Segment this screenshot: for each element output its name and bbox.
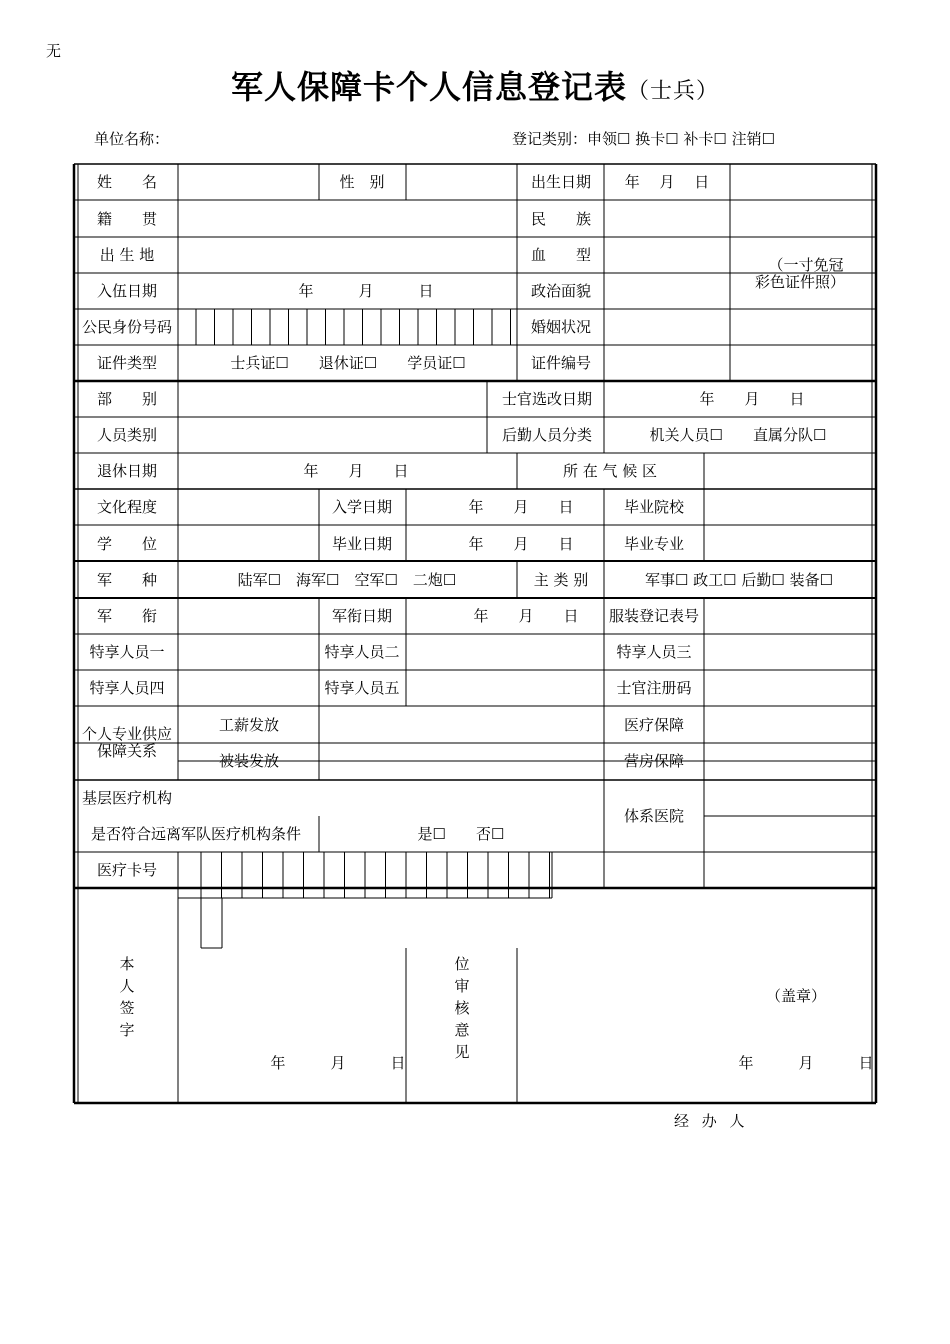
label-rank: 军 衔	[96, 607, 158, 625]
label-political-status: 政治面貌	[530, 282, 592, 300]
label-climate-zone: 所 在 气 候 区	[562, 462, 658, 480]
graduate-date-field[interactable]: 年 月 日	[468, 535, 574, 553]
label-education: 文化程度	[96, 498, 158, 516]
label-housing: 营房保障	[623, 752, 685, 770]
label-blood-type: 血 型	[530, 246, 592, 264]
label-privilege-5: 特享人员五	[324, 679, 400, 697]
label-degree: 学 位	[96, 535, 158, 553]
unit-review-label-char: 见	[454, 1043, 470, 1061]
unit-review-label-char: 位	[454, 955, 470, 973]
label-graduate-date: 毕业日期	[331, 535, 393, 553]
main-category-checkboxes[interactable]: 军事☐ 政工☐ 后勤☐ 装备☐	[644, 571, 834, 589]
label-retire-date: 退休日期	[96, 462, 158, 480]
label-cert-type: 证件类型	[96, 354, 158, 372]
form-title-suffix: （士兵）	[627, 79, 720, 104]
service-checkboxes[interactable]: 陆军☐ 海军☐ 空军☐ 二炮☐	[237, 571, 457, 589]
unit-review-label-char: 审	[454, 977, 470, 995]
label-service: 军 种	[96, 571, 158, 589]
label-marital-status: 婚姻状况	[530, 318, 592, 336]
label-ethnicity: 民 族	[530, 210, 592, 228]
label-native-place: 籍 贯	[96, 210, 158, 228]
label-enroll-date: 入学日期	[331, 498, 393, 516]
label-medical-card: 医疗卡号	[96, 861, 158, 879]
logistics-checkboxes[interactable]: 机关人员☐ 直属分队☐	[649, 426, 827, 444]
label-privilege-3: 特享人员三	[616, 643, 692, 661]
label-nco-date: 士官选改日期	[501, 390, 593, 408]
rank-date-field[interactable]: 年 月 日	[473, 607, 579, 625]
label-base-medical: 基层医疗机构	[81, 789, 173, 807]
label-privilege-1: 特享人员一	[89, 643, 165, 661]
label-uniform-form-no: 服装登记表号	[608, 607, 700, 625]
photo-placeholder-line2: 彩色证件照）	[754, 273, 846, 291]
label-enlist-date: 入伍日期	[96, 282, 158, 300]
photo-placeholder-line1: （一寸免冠	[768, 256, 844, 274]
label-remote-condition: 是否符合远离军队医疗机构条件	[90, 825, 302, 843]
label-main-category: 主 类 别	[533, 571, 589, 589]
self-sign-label-char: 人	[119, 977, 135, 995]
self-sign-date-field[interactable]: 年 月 日	[270, 1054, 406, 1072]
label-salary: 工薪发放	[218, 716, 280, 734]
label-privilege-2: 特享人员二	[324, 643, 400, 661]
label-medical: 医疗保障	[623, 716, 685, 734]
nco-date-field[interactable]: 年 月 日	[699, 390, 805, 408]
label-rank-date: 军衔日期	[331, 607, 393, 625]
remote-condition-checkboxes[interactable]: 是☐ 否☐	[417, 825, 505, 843]
label-department: 部 别	[96, 390, 158, 408]
registration-type-options[interactable]: 登记类别：申领☐ 换卡☐ 补卡☐ 注销☐	[512, 130, 776, 148]
label-supply-relation-2: 保障关系	[96, 742, 158, 760]
birth-date-field[interactable]: 年 月 日	[624, 173, 710, 191]
self-sign-label-char: 签	[119, 999, 135, 1017]
seal-placeholder: （盖章）	[765, 987, 827, 1005]
enroll-date-field[interactable]: 年 月 日	[468, 498, 574, 516]
corner-mark: 无	[46, 42, 62, 60]
label-supply-relation-1: 个人专业供应	[81, 725, 173, 743]
unit-review-label-char: 意	[454, 1021, 470, 1039]
retire-date-field[interactable]: 年 月 日	[303, 462, 409, 480]
label-logistics-category: 后勤人员分类	[501, 426, 593, 444]
self-sign-label-char: 本	[119, 955, 135, 973]
label-name: 姓 名	[96, 173, 158, 191]
self-sign-label-char: 字	[119, 1021, 135, 1039]
unit-name-label: 单位名称：	[94, 130, 170, 148]
label-cert-number: 证件编号	[530, 354, 592, 372]
label-gender: 性 别	[339, 173, 385, 191]
label-graduate-school: 毕业院校	[623, 498, 685, 516]
label-birthplace: 出 生 地	[99, 246, 155, 264]
label-birth-date: 出生日期	[530, 173, 592, 191]
label-clothing: 被装发放	[218, 752, 280, 770]
cert-type-checkboxes[interactable]: 士兵证☐ 退休证☐ 学员证☐	[230, 354, 466, 372]
label-graduate-major: 毕业专业	[623, 535, 685, 553]
unit-review-date-field[interactable]: 年 月 日	[738, 1054, 874, 1072]
label-personnel-category: 人员类别	[96, 426, 158, 444]
label-system-hospital: 体系医院	[623, 807, 685, 825]
unit-review-label-char: 核	[454, 999, 470, 1017]
label-id-number: 公民身份号码	[81, 318, 173, 336]
form-title-main: 军人保障卡个人信息登记表	[230, 68, 627, 106]
enlist-date-field[interactable]: 年 月 日	[298, 282, 434, 300]
handler-label: 经 办 人	[674, 1112, 749, 1130]
label-nco-registration: 士官注册码	[616, 679, 692, 697]
label-privilege-4: 特享人员四	[89, 679, 165, 697]
